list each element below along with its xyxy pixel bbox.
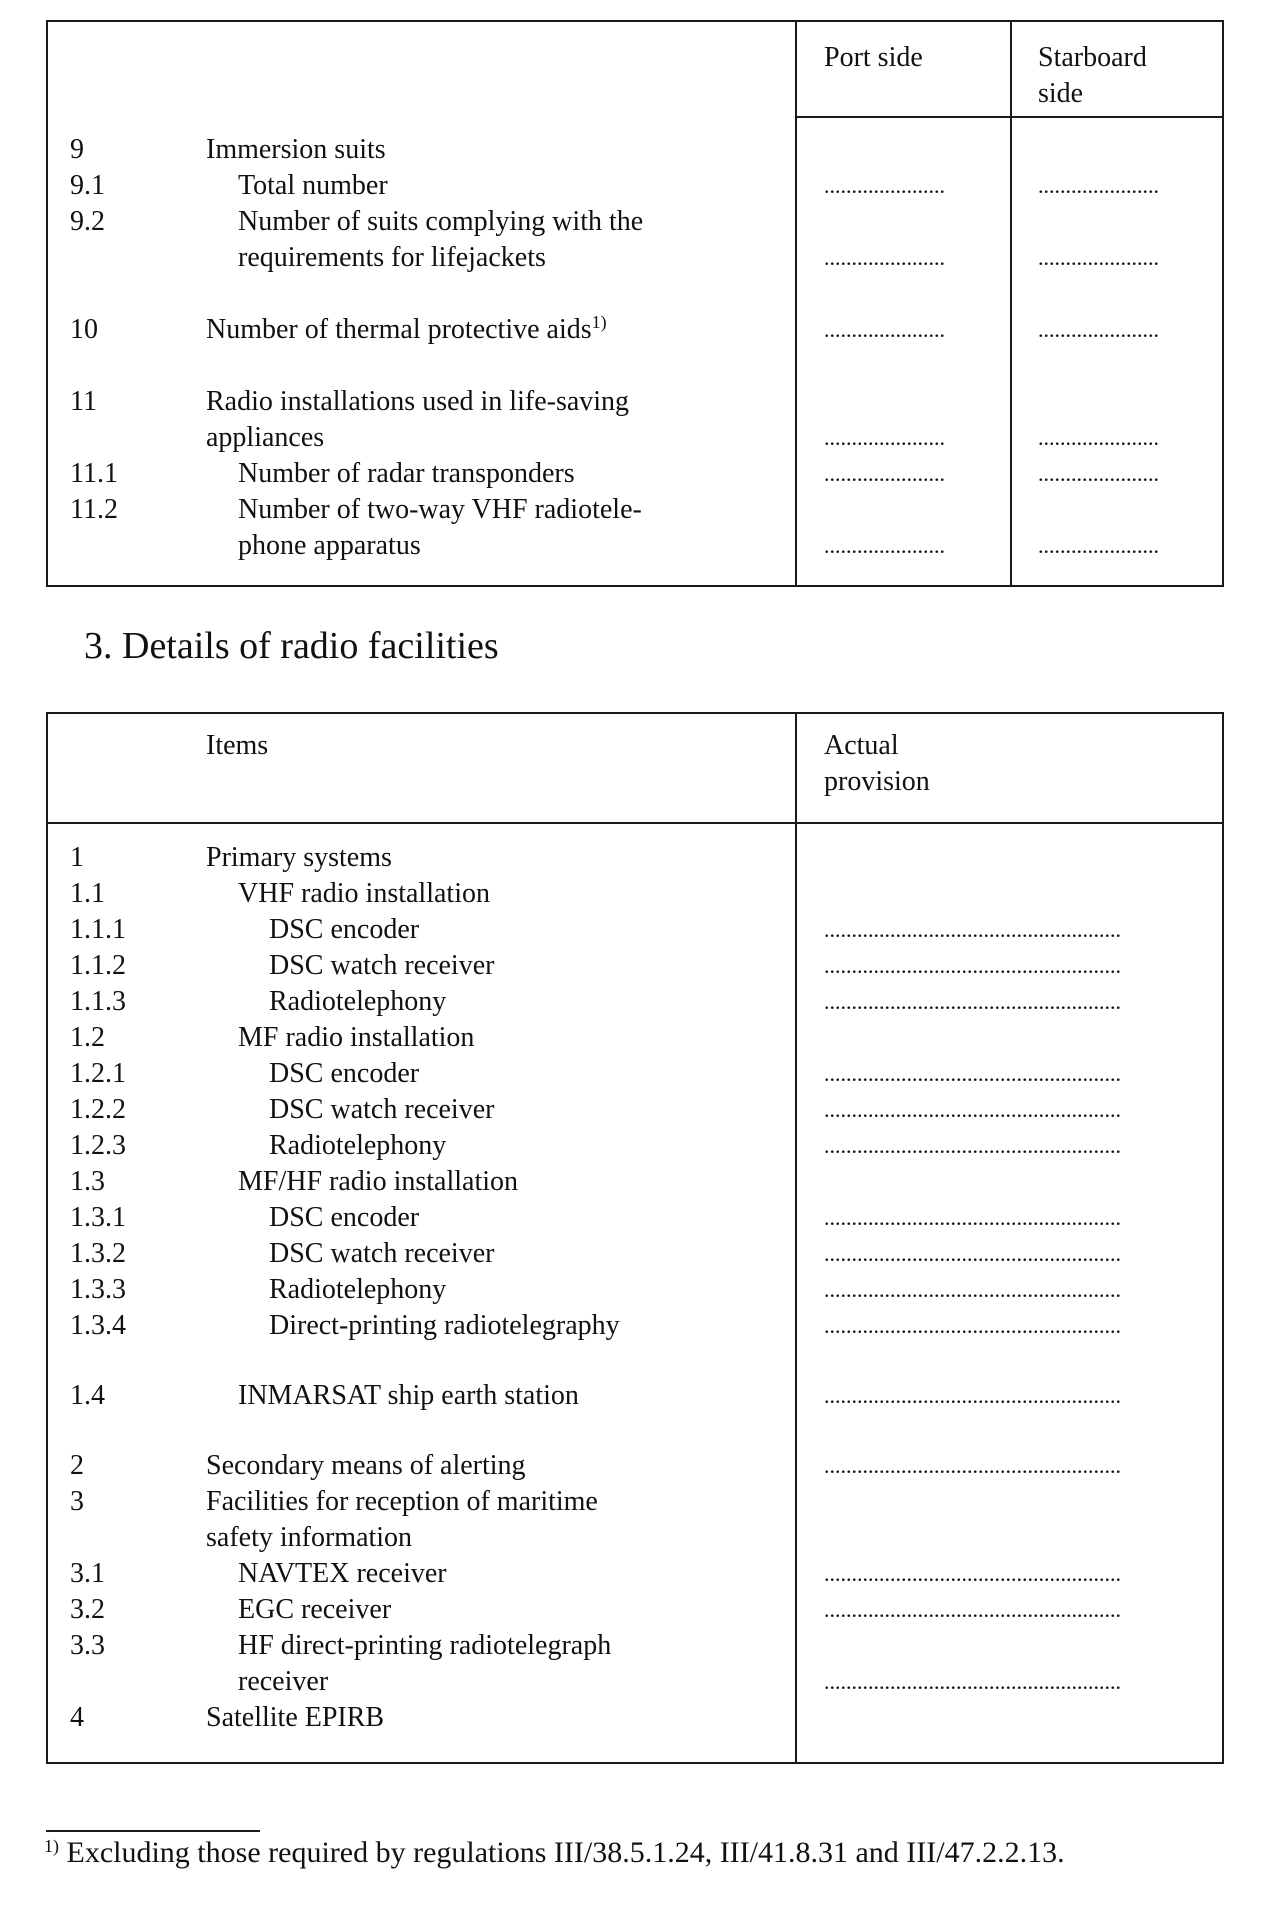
table-row: [48, 1484, 1222, 1520]
item-label: safety information: [206, 1522, 413, 1553]
item-number: 3: [70, 1486, 84, 1517]
provision-entry-field[interactable]: ......................................................: [824, 953, 1121, 978]
item-number: 3.2: [70, 1594, 105, 1625]
actual-provision-header-line2: provision: [824, 766, 930, 797]
item-label: receiver: [238, 1666, 329, 1697]
item-number: 1.3.3: [70, 1274, 126, 1305]
item-label: DSC encoder: [269, 1202, 420, 1233]
item-number: 3.1: [70, 1558, 105, 1589]
item-label: Radiotelephony: [269, 1274, 447, 1305]
port-side-header: Port side: [824, 42, 923, 73]
table-row: [48, 204, 1222, 240]
table-row: [48, 1448, 1222, 1484]
provision-entry-field[interactable]: ......................................................: [824, 1097, 1121, 1122]
item-number: 2: [70, 1450, 84, 1481]
item-label-text: Number of thermal protective aids: [206, 314, 592, 345]
table-row: [48, 1628, 1222, 1664]
table-row: [48, 312, 1222, 348]
table-row: [48, 1556, 1222, 1592]
item-label: INMARSAT ship earth station: [238, 1380, 579, 1411]
item-label: Radiotelephony: [269, 986, 447, 1017]
item-label: Number of radar transponders: [238, 458, 575, 489]
table-row: [48, 1056, 1222, 1092]
item-number: 1.3.4: [70, 1310, 126, 1341]
item-label: EGC receiver: [238, 1594, 392, 1625]
table-row: [48, 1664, 1222, 1700]
item-number: 11.2: [70, 494, 118, 525]
table-row: [48, 984, 1222, 1020]
item-number: 1: [70, 842, 84, 873]
table-row: [48, 456, 1222, 492]
starboard-side-header-line2: side: [1038, 78, 1084, 109]
provision-entry-field[interactable]: ......................................................: [824, 1313, 1121, 1338]
table-row: [48, 1236, 1222, 1272]
table-row: [48, 1020, 1222, 1056]
items-header: Items: [206, 730, 269, 761]
table-row: [48, 1378, 1222, 1414]
item-label: Radiotelephony: [269, 1130, 447, 1161]
starboard-entry-field[interactable]: ......................: [1038, 425, 1159, 450]
port-entry-field[interactable]: ......................: [824, 245, 945, 270]
table-row: [48, 492, 1222, 528]
item-number: 9.1: [70, 170, 105, 201]
radio-facilities-table: [46, 712, 1224, 1764]
item-label: NAVTEX receiver: [238, 1558, 447, 1589]
provision-entry-field[interactable]: ......................................................: [824, 1205, 1121, 1230]
provision-entry-field[interactable]: ......................................................: [824, 1133, 1121, 1158]
item-label: appliances: [206, 422, 325, 453]
item-number: 1.2.3: [70, 1130, 126, 1161]
provision-entry-field[interactable]: ......................................................: [824, 989, 1121, 1014]
item-label: Radio installations used in life-saving: [206, 386, 630, 417]
item-number: 4: [70, 1702, 84, 1733]
starboard-entry-field[interactable]: ......................: [1038, 173, 1159, 198]
header-rule: [48, 822, 1222, 824]
table-row: [48, 384, 1222, 420]
item-label: Secondary means of alerting: [206, 1450, 526, 1481]
table-row: [48, 1592, 1222, 1628]
header-rule: [797, 116, 1222, 118]
table-row: [48, 1164, 1222, 1200]
table-row: [48, 420, 1222, 456]
item-number: 1.1.3: [70, 986, 126, 1017]
starboard-entry-field[interactable]: ......................: [1038, 533, 1159, 558]
item-number: 1.3.1: [70, 1202, 126, 1233]
item-number: 1.2: [70, 1022, 105, 1053]
item-number: 1.3.2: [70, 1238, 126, 1269]
starboard-entry-field[interactable]: ......................: [1038, 245, 1159, 270]
item-label: Satellite EPIRB: [206, 1702, 385, 1733]
table-row: [48, 1092, 1222, 1128]
item-label: Direct-printing radiotelegraphy: [269, 1310, 620, 1341]
item-label: DSC watch receiver: [269, 1094, 495, 1125]
table-row: [48, 948, 1222, 984]
item-label: DSC watch receiver: [269, 950, 495, 981]
item-number: 1.1.2: [70, 950, 126, 981]
actual-provision-header-line1: Actual: [824, 730, 899, 761]
table-row: [48, 240, 1222, 276]
item-label: Facilities for reception of maritime: [206, 1486, 598, 1517]
item-number: 11: [70, 386, 97, 417]
item-number: 3.3: [70, 1630, 105, 1661]
table-row: [48, 1700, 1222, 1736]
item-number: 1.2.1: [70, 1058, 126, 1089]
lifesaving-table: [46, 20, 1224, 587]
item-number: 1.1.1: [70, 914, 126, 945]
provision-entry-field[interactable]: ......................................................: [824, 917, 1121, 942]
starboard-side-header-line1: Starboard: [1038, 42, 1147, 73]
table-row: [48, 1200, 1222, 1236]
table-row: [48, 1272, 1222, 1308]
provision-entry-field[interactable]: ......................................................: [824, 1241, 1121, 1266]
table-row: [48, 132, 1222, 168]
item-number: 1.2.2: [70, 1094, 126, 1125]
item-label: [206, 312, 607, 348]
item-label: VHF radio installation: [238, 878, 490, 909]
footnote-mark: 1): [44, 1836, 59, 1856]
starboard-entry-field[interactable]: ......................: [1038, 317, 1159, 342]
item-number: 9: [70, 134, 84, 165]
item-number: 10: [70, 314, 98, 345]
item-label: phone apparatus: [238, 530, 421, 561]
port-entry-field[interactable]: ......................: [824, 173, 945, 198]
item-label: MF radio installation: [238, 1022, 475, 1053]
table-row: [48, 528, 1222, 564]
item-label: Number of suits complying with the: [238, 206, 644, 237]
item-label: requirements for lifejackets: [238, 242, 546, 273]
provision-entry-field[interactable]: ......................................................: [824, 1597, 1121, 1622]
item-label: DSC watch receiver: [269, 1238, 495, 1269]
item-number: 9.2: [70, 206, 105, 237]
table-row: [48, 168, 1222, 204]
item-label: HF direct-printing radiotelegraph: [238, 1630, 612, 1661]
provision-entry-field[interactable]: ......................................................: [824, 1061, 1121, 1086]
provision-entry-field[interactable]: ......................................................: [824, 1277, 1121, 1302]
item-label: DSC encoder: [269, 1058, 420, 1089]
item-label: DSC encoder: [269, 914, 420, 945]
footnote-rule: [46, 1830, 260, 1832]
port-entry-field[interactable]: ......................: [824, 317, 945, 342]
table-row: [48, 1308, 1222, 1344]
port-entry-field[interactable]: ......................: [824, 533, 945, 558]
footnote: [44, 1836, 1224, 1870]
provision-entry-field[interactable]: ......................................................: [824, 1453, 1121, 1478]
table-row: [48, 912, 1222, 948]
section-heading: 3. Details of radio facilities: [84, 625, 499, 667]
item-number: 1.4: [70, 1380, 105, 1411]
port-entry-field[interactable]: ......................: [824, 461, 945, 486]
item-number: 1.1: [70, 878, 105, 909]
table-row: [48, 840, 1222, 876]
provision-entry-field[interactable]: ......................................................: [824, 1669, 1121, 1694]
port-entry-field[interactable]: ......................: [824, 425, 945, 450]
item-number: 11.1: [70, 458, 118, 489]
table-row: [48, 1128, 1222, 1164]
provision-entry-field[interactable]: ......................................................: [824, 1383, 1121, 1408]
item-number: 1.3: [70, 1166, 105, 1197]
item-label: Total number: [238, 170, 388, 201]
item-label: Immersion suits: [206, 134, 386, 165]
footnote-ref: 1): [591, 312, 607, 332]
starboard-entry-field[interactable]: ......................: [1038, 461, 1159, 486]
table-row: [48, 876, 1222, 912]
footnote-text: Excluding those required by regulations III/38.5.1.24, III/41.8.31 and III/47.2.2.13.: [59, 1836, 1065, 1869]
item-label: Number of two-way VHF radiotele-: [238, 494, 642, 525]
table-row: [48, 1520, 1222, 1556]
provision-entry-field[interactable]: ......................................................: [824, 1561, 1121, 1586]
item-label: Primary systems: [206, 842, 392, 873]
item-label: MF/HF radio installation: [238, 1166, 518, 1197]
